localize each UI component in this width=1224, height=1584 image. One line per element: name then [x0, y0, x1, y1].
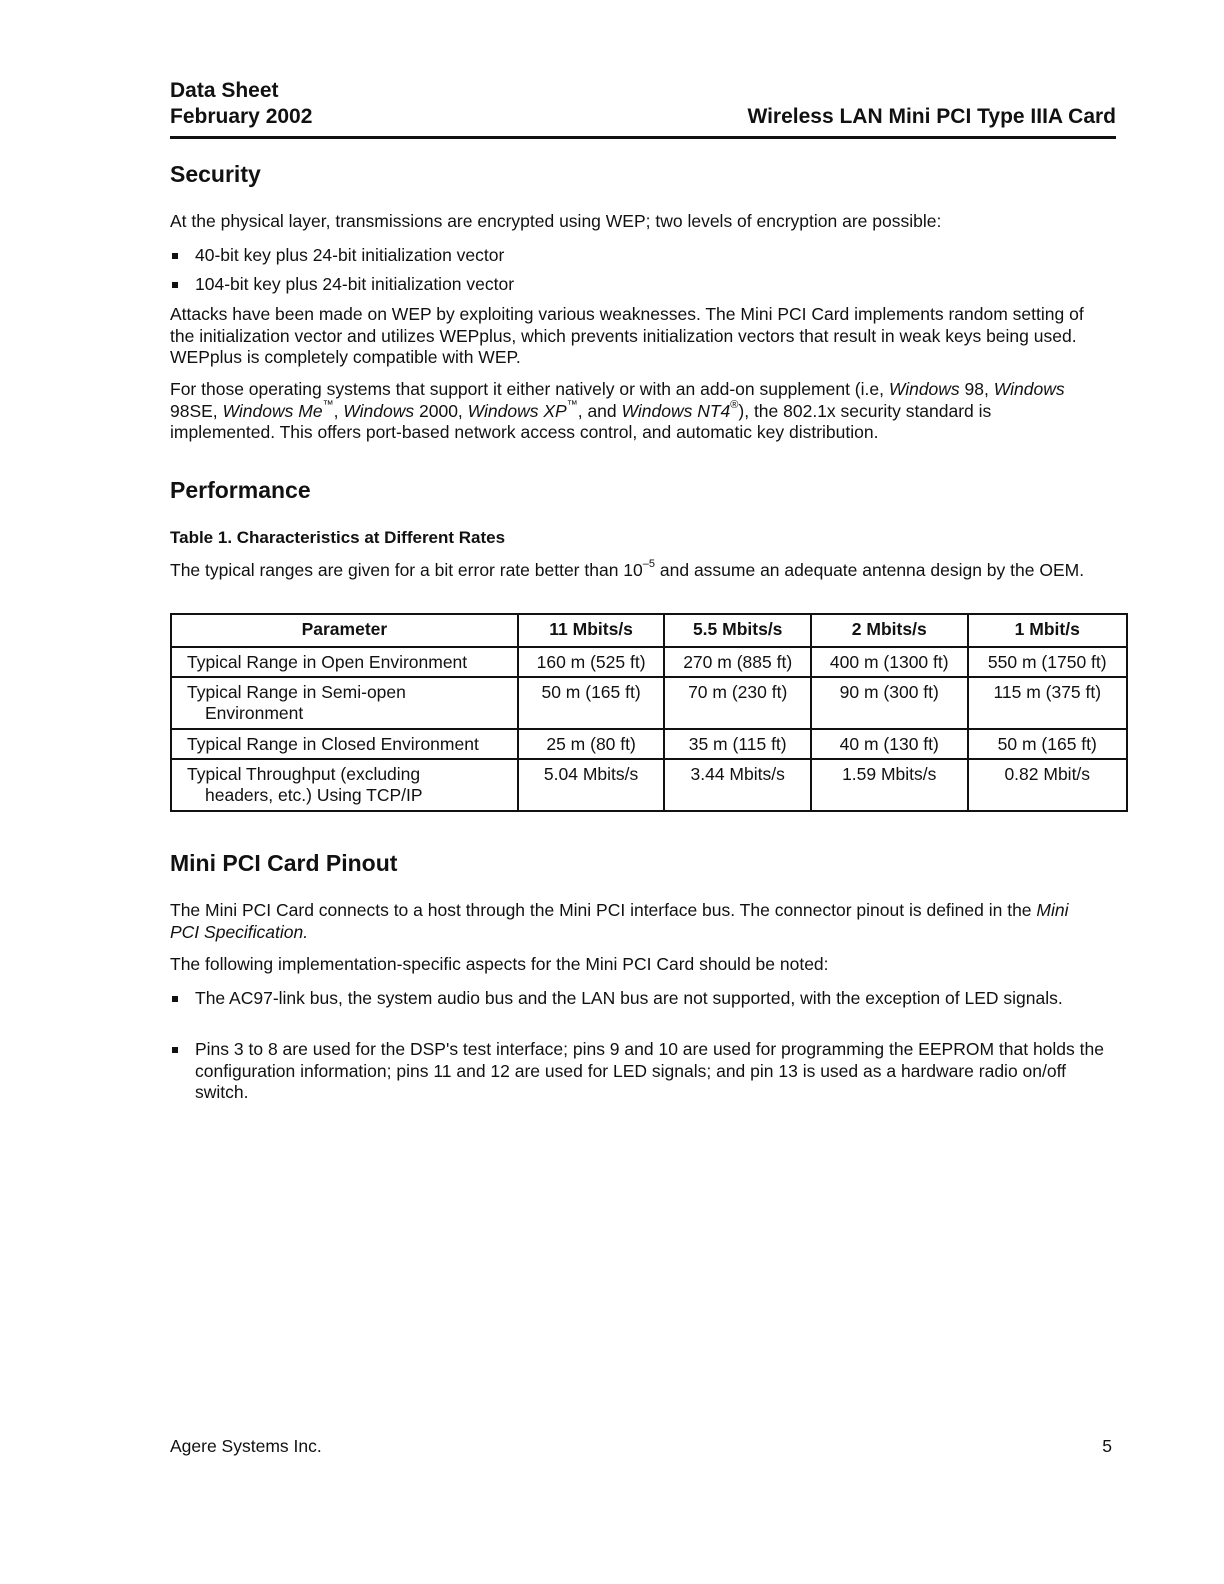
- table-cell: 160 m (525 ft): [518, 647, 665, 677]
- table-cell: 270 m (885 ft): [664, 647, 811, 677]
- table-cell: 5.04 Mbits/s: [518, 759, 665, 811]
- table-row: [171, 759, 1127, 811]
- row-label: Typical Range in Semi-open Environment: [171, 677, 518, 729]
- table-header-row: [171, 614, 1127, 647]
- page-header: [170, 78, 1116, 139]
- pinout-para-2: The following implementation-specific aspects for the Mini PCI Card should be noted:: [170, 954, 829, 974]
- security-para-2: Attacks have been made on WEP by exploiting various weaknesses. The Mini PCI Card implements random setting of the initialization vector and utilizes WEPplus, which prevents initialization vectors that result in weak keys being used. WEPplus is completely compatible with WEP.: [170, 304, 1084, 367]
- header-left: [170, 78, 312, 130]
- table-caption: Table 1. Characteristics at Different Rates: [170, 528, 506, 547]
- footer-company: Agere Systems Inc.: [170, 1436, 322, 1456]
- col-header-parameter: Parameter: [171, 614, 518, 647]
- table-row: [171, 729, 1127, 759]
- performance-heading: Performance: [170, 477, 311, 503]
- security-heading: Security: [170, 161, 261, 187]
- table-cell: 550 m (1750 ft): [968, 647, 1127, 677]
- table-cell: 50 m (165 ft): [968, 729, 1127, 759]
- col-header-5-5mbps: 5.5 Mbits/s: [664, 614, 811, 647]
- pinout-bullet-2: Pins 3 to 8 are used for the DSP's test interface; pins 9 and 10 are used for programming the EEPROM that holds the configuration information; pins 11 and 12 are used for LED signals; and pin 13 is used as a hardware radio on/off switch.: [170, 1039, 1110, 1104]
- bullet-square-icon: [172, 996, 178, 1002]
- characteristics-table: [170, 613, 1128, 812]
- table-cell: 115 m (375 ft): [968, 677, 1127, 729]
- table-cell: 35 m (115 ft): [664, 729, 811, 759]
- doc-title: Wireless LAN Mini PCI Type IIIA Card: [747, 105, 1116, 128]
- table-cell: 0.82 Mbit/s: [968, 759, 1127, 811]
- table-note: The typical ranges are given for a bit error rate better than $10^{-5}$ and assume an adequate antenna design by the OEM.: [170, 558, 1085, 580]
- table-cell: 50 m (165 ft): [518, 677, 665, 729]
- page-number: 5: [1102, 1436, 1112, 1456]
- bullet-square-icon: [172, 282, 178, 288]
- security-intro: At the physical layer, transmissions are encrypted using WEP; two levels of encryption are possible:: [170, 211, 942, 231]
- row-label: Typical Range in Open Environment: [171, 647, 518, 677]
- row-label: Typical Throughput (excluding headers, etc.) Using TCP/IP: [171, 759, 518, 811]
- table-cell: 40 m (130 ft): [811, 729, 968, 759]
- table-cell: 3.44 Mbits/s: [664, 759, 811, 811]
- doc-type: Data Sheet: [170, 79, 279, 102]
- security-bullet-2: 104-bit key plus 24-bit initialization vector: [170, 274, 1110, 296]
- table-cell: 70 m (230 ft): [664, 677, 811, 729]
- bullet-square-icon: [172, 1047, 178, 1053]
- col-header-1mbps: 1 Mbit/s: [968, 614, 1127, 647]
- pinout-bullet-1: The AC97-link bus, the system audio bus and the LAN bus are not supported, with the exception of LED signals.: [170, 988, 1110, 1010]
- col-header-11mbps: 11 Mbits/s: [518, 614, 665, 647]
- pinout-para-1: The Mini PCI Card connects to a host through the Mini PCI interface bus. The connector pinout is defined in the Mini PCI Specification.: [170, 900, 1069, 942]
- security-bullet-1: 40-bit key plus 24-bit initialization vector: [170, 245, 1110, 267]
- security-para-3: For those operating systems that support it either natively or with an add-on supplement (i.e, Windows 98, Windows 98SE, Windows Me™, Windows 2000, Windows XP™, and Windows NT4®), the 802.1x security standard is implemented. This offers port-based network access control, and automatic key distribution.: [170, 379, 1065, 442]
- table-row: [171, 647, 1127, 677]
- bullet-square-icon: [172, 253, 178, 259]
- table-cell: 90 m (300 ft): [811, 677, 968, 729]
- col-header-2mbps: 2 Mbits/s: [811, 614, 968, 647]
- table-cell: 400 m (1300 ft): [811, 647, 968, 677]
- table-row: [171, 677, 1127, 729]
- table-cell: 25 m (80 ft): [518, 729, 665, 759]
- row-label: Typical Range in Closed Environment: [171, 729, 518, 759]
- pinout-heading: Mini PCI Card Pinout: [170, 850, 398, 876]
- doc-date: February 2002: [170, 105, 313, 128]
- table-cell: 1.59 Mbits/s: [811, 759, 968, 811]
